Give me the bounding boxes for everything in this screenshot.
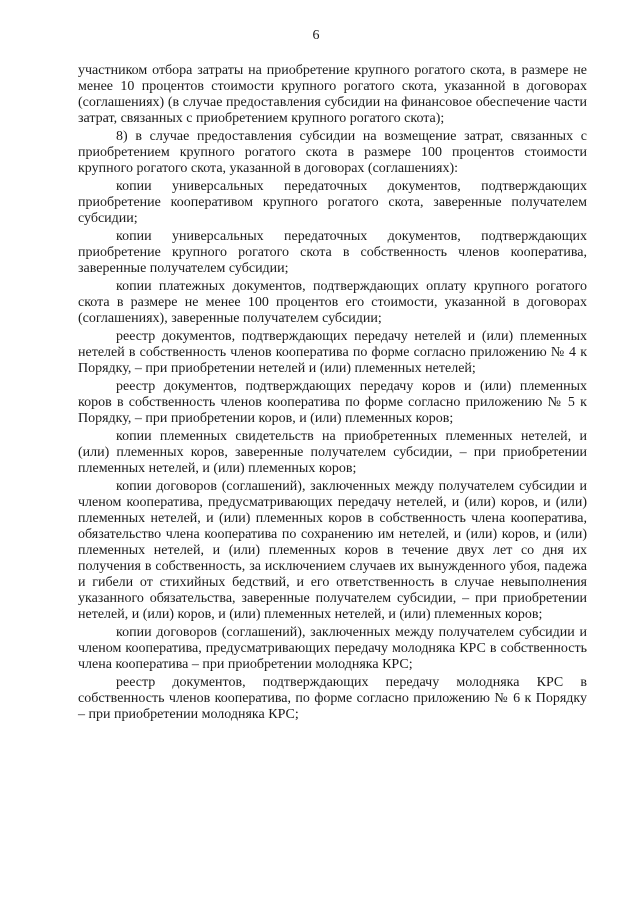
paragraph: копии платежных документов, подтверждающих оплату крупного рогатого скота в размере не менее 100 процентов его стоимости, указанной в договорах (соглашениях), заверенные получателем субсидии; xyxy=(78,279,587,326)
page-number: 6 xyxy=(312,28,320,43)
paragraph: реестр документов, подтверждающих передачу молодняка КРС в собственность членов кооператива, по форме согласно приложению № 6 к Порядку – при приобретении молодняка КРС; xyxy=(78,675,587,722)
paragraph: реестр документов, подтверждающих передачу коров и (или) племенных коров в собственность членов кооператива по форме согласно приложению № 5 к Порядку, – при приобретении коров, и (или) племенных коров; xyxy=(78,379,587,426)
paragraph: копии универсальных передаточных документов, подтверждающих приобретение кооперативом крупного рогатого скота, заверенные получателем субсидии; xyxy=(78,179,587,226)
paragraph-continuation: участником отбора затраты на приобретение крупного рогатого скота, в размере не менее 10 процентов стоимости крупного рогатого скота, указанной в договорах (соглашениях) (в случае предоставления субсидии на финансовое обеспечение части затрат, связанных с приобретением крупного рогатого скота); xyxy=(78,63,587,126)
paragraph: копии универсальных передаточных документов, подтверждающих приобретение крупного рогатого скота в собственность членов кооператива, заверенные получателем субсидии; xyxy=(78,229,587,276)
paragraph: копии договоров (соглашений), заключенных между получателем субсидии и членом кооператива, предусматривающих передачу нетелей, и (или) коров, и (или) племенных нетелей, и (или) племенных коров в собственность члена кооператива, обязательство члена кооператива по сохранению им нетелей, и (или) коров, и (или) племенных нетелей, и (или) племенных коров в течение двух лет со дня их получения в собственность, за исключением случаев их вынужденного убоя, падежа и гибели от стихийных бедствий, и его ответственность в случае невыполнения указанного обязательства, заверенные получателем субсидии, – при приобретении нетелей, и (или) коров, и (или) племенных нетелей, и (или) племенных коров; xyxy=(78,479,587,622)
document-body xyxy=(78,63,587,725)
paragraph: реестр документов, подтверждающих передачу нетелей и (или) племенных нетелей в собственность членов кооператива по форме согласно приложению № 4 к Порядку, – при приобретении нетелей и (или) племенных нетелей; xyxy=(78,329,587,376)
paragraph: копии племенных свидетельств на приобретенных племенных нетелей, и (или) племенных коров, заверенные получателем субсидии, – при приобретении племенных нетелей, и (или) племенных коров; xyxy=(78,429,587,476)
paragraph: копии договоров (соглашений), заключенных между получателем субсидии и членом кооператива, предусматривающих передачу молодняка КРС в собственность члена кооператива – при приобретении молодняка КРС; xyxy=(78,625,587,672)
paragraph-item-8: 8) в случае предоставления субсидии на возмещение затрат, связанных с приобретением крупного рогатого скота в размере 100 процентов стоимости крупного рогатого скота, указанной в договорах (соглашениях): xyxy=(78,129,587,176)
